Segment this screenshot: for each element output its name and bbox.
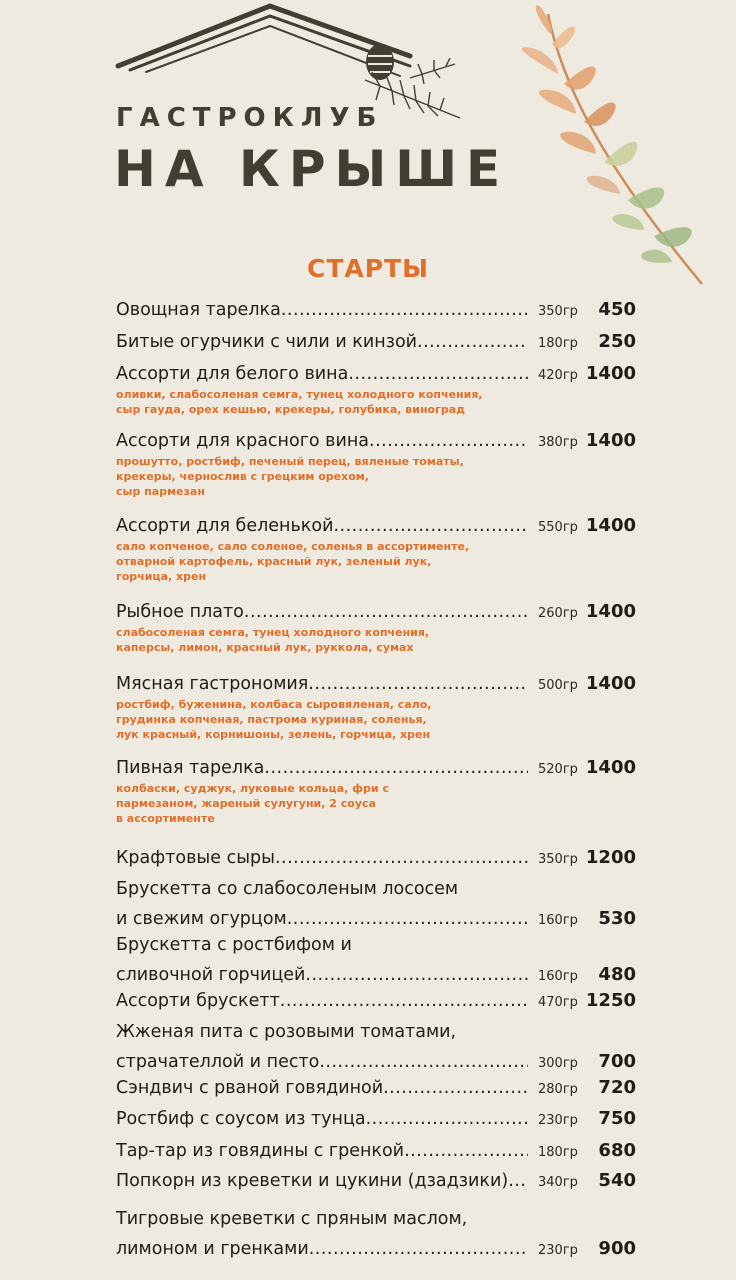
menu-item-description bbox=[116, 697, 516, 742]
menu-item-price: 540 bbox=[598, 1170, 636, 1191]
menu-item-name: Тар-тар из говядины с гренкой ..... bbox=[116, 1138, 528, 1164]
menu-item bbox=[116, 1138, 636, 1164]
menu-item-weight: 350гр bbox=[538, 852, 578, 867]
menu-item-weight: 230гр bbox=[538, 1243, 578, 1258]
menu-item-name: Крафтовые сыры ..... bbox=[116, 845, 528, 871]
menu-item-description bbox=[116, 781, 516, 826]
menu-item-price: 530 bbox=[598, 908, 636, 929]
menu-item-description-line: ростбиф, буженина, колбаса сыровяленая, сало, bbox=[116, 698, 432, 711]
menu-item-name: Рыбное плато ..... bbox=[116, 599, 528, 625]
menu-item-description-line: сыр пармезан bbox=[116, 485, 205, 498]
menu-item bbox=[116, 1075, 636, 1101]
menu-item-price: 900 bbox=[598, 1238, 636, 1259]
menu-item-description bbox=[116, 454, 516, 499]
menu-item-description-line: каперсы, лимон, красный лук, руккола, сумах bbox=[116, 641, 414, 654]
menu-item-description-line: в ассортименте bbox=[116, 812, 215, 825]
menu-item-description bbox=[116, 387, 516, 417]
brand-title-line1: ГАСТРОКЛУБ bbox=[116, 103, 384, 133]
menu-item-weight: 420гр bbox=[538, 368, 578, 383]
menu-item-name: Пивная тарелка ..... bbox=[116, 755, 528, 781]
menu-item-price: 1400 bbox=[585, 515, 636, 536]
menu-item-weight: 180гр bbox=[538, 336, 578, 351]
leaf-branch-icon bbox=[492, 4, 722, 294]
menu-item-description-line: сыр гауда, орех кешью, крекеры, голубика, виноград bbox=[116, 403, 466, 416]
menu-item-description-line: слабосоленая семга, тунец холодного копчения, bbox=[116, 626, 430, 639]
menu-item-name: Мясная гастрономия ..... bbox=[116, 671, 528, 697]
menu-item-description-line: колбаски, суджук, луковые кольца, фри с bbox=[116, 782, 389, 795]
menu-item-name: лимоном и гренками ..... bbox=[116, 1236, 528, 1262]
menu-item-price: 1400 bbox=[585, 430, 636, 451]
menu-item-name: Ростбиф с соусом из тунца ..... bbox=[116, 1106, 528, 1132]
menu-item-price: 750 bbox=[598, 1108, 636, 1129]
menu-item-description-line: горчица, хрен bbox=[116, 570, 207, 583]
menu-item-weight: 380гр bbox=[538, 435, 578, 450]
menu-item-price: 1400 bbox=[585, 757, 636, 778]
menu-item-name-line1: Жженая пита с розовыми томатами, bbox=[116, 1022, 457, 1042]
menu-item-weight: 300гр bbox=[538, 1056, 578, 1071]
menu-item-price: 480 bbox=[598, 964, 636, 985]
menu-item-price: 1400 bbox=[585, 363, 636, 384]
menu-item-weight: 550гр bbox=[538, 520, 578, 535]
menu-item bbox=[116, 513, 636, 584]
menu-item bbox=[116, 329, 636, 355]
menu-item-price: 700 bbox=[598, 1051, 636, 1072]
menu-item-name: Битые огурчики с чили и кинзой ..... bbox=[116, 329, 528, 355]
menu-item bbox=[116, 361, 636, 417]
menu-item bbox=[116, 1019, 636, 1075]
menu-item bbox=[116, 671, 636, 742]
menu-item-name-line1: Брускетта с ростбифом и bbox=[116, 935, 352, 955]
menu-item bbox=[116, 297, 636, 323]
brand-title-line2: НА КРЫШЕ bbox=[114, 140, 510, 198]
menu-item-name: и свежим огурцом ..... bbox=[116, 906, 528, 932]
menu-item-name-line1: Тигровые креветки с пряным маслом, bbox=[116, 1209, 468, 1229]
menu-item bbox=[116, 932, 636, 988]
menu-item bbox=[116, 988, 636, 1014]
menu-item-price: 680 bbox=[598, 1140, 636, 1161]
menu-item bbox=[116, 755, 636, 826]
menu-item-description-line: пармезаном, жареный сулугуни, 2 соуса bbox=[116, 797, 376, 810]
menu-item-description bbox=[116, 539, 516, 584]
menu-item bbox=[116, 1106, 636, 1132]
menu-item-name-line1: Брускетта со слабосоленым лососем bbox=[116, 879, 459, 899]
menu-item-weight: 470гр bbox=[538, 995, 578, 1010]
menu-item-weight: 230гр bbox=[538, 1113, 578, 1128]
menu-item-price: 250 bbox=[598, 331, 636, 352]
section-title: СТАРТЫ bbox=[306, 254, 430, 283]
menu-item bbox=[116, 599, 636, 655]
menu-item-price: 450 bbox=[598, 299, 636, 320]
menu-item-name: Ассорти брускетт ..... bbox=[116, 988, 528, 1014]
menu-item-weight: 520гр bbox=[538, 762, 578, 777]
menu-item-price: 1400 bbox=[585, 673, 636, 694]
menu-item-weight: 340гр bbox=[538, 1175, 578, 1190]
menu-item-price: 720 bbox=[598, 1077, 636, 1098]
menu-item-description-line: сало копченое, сало соленое, соленья в ассортименте, bbox=[116, 540, 470, 553]
menu-item bbox=[116, 428, 636, 499]
menu-item-description-line: грудинка копченая, пастрома куриная, соленья, bbox=[116, 713, 427, 726]
menu-item bbox=[116, 845, 636, 871]
menu-item-weight: 350гр bbox=[538, 304, 578, 319]
menu-item-name: Попкорн из креветки и цукини (дзадзики) ..... bbox=[116, 1168, 528, 1194]
menu-item-name: страчателлой и песто ..... bbox=[116, 1049, 528, 1075]
menu-item-price: 1400 bbox=[585, 601, 636, 622]
menu-item bbox=[116, 1206, 636, 1262]
menu-item-description bbox=[116, 625, 516, 655]
menu-item-price: 1200 bbox=[585, 847, 636, 868]
menu-item-description-line: крекеры, чернослив с грецким орехом, bbox=[116, 470, 369, 483]
menu-item-weight: 260гр bbox=[538, 606, 578, 621]
menu-item-weight: 500гр bbox=[538, 678, 578, 693]
menu-item-name: Сэндвич с рваной говядиной ..... bbox=[116, 1075, 528, 1101]
menu-item-weight: 180гр bbox=[538, 1145, 578, 1160]
menu-item-price: 1250 bbox=[585, 990, 636, 1011]
menu-item-description-line: прошутто, ростбиф, печеный перец, вяленые томаты, bbox=[116, 455, 464, 468]
menu-item-description-line: отварной картофель, красный лук, зеленый лук, bbox=[116, 555, 432, 568]
menu-item-name: Овощная тарелка ..... bbox=[116, 297, 528, 323]
menu-item bbox=[116, 1168, 636, 1194]
menu-item-name: Ассорти для белого вина ..... bbox=[116, 361, 528, 387]
menu-item bbox=[116, 876, 636, 932]
menu-item-weight: 160гр bbox=[538, 969, 578, 984]
menu-item-weight: 280гр bbox=[538, 1082, 578, 1097]
menu-item-name: Ассорти для беленькой ..... bbox=[116, 513, 528, 539]
menu-item-weight: 160гр bbox=[538, 913, 578, 928]
menu-item-name: Ассорти для красного вина ..... bbox=[116, 428, 528, 454]
menu-item-description-line: оливки, слабосоленая семга, тунец холодного копчения, bbox=[116, 388, 483, 401]
menu-item-description-line: лук красный, корнишоны, зелень, горчица, хрен bbox=[116, 728, 431, 741]
menu-item-name: сливочной горчицей ..... bbox=[116, 962, 528, 988]
